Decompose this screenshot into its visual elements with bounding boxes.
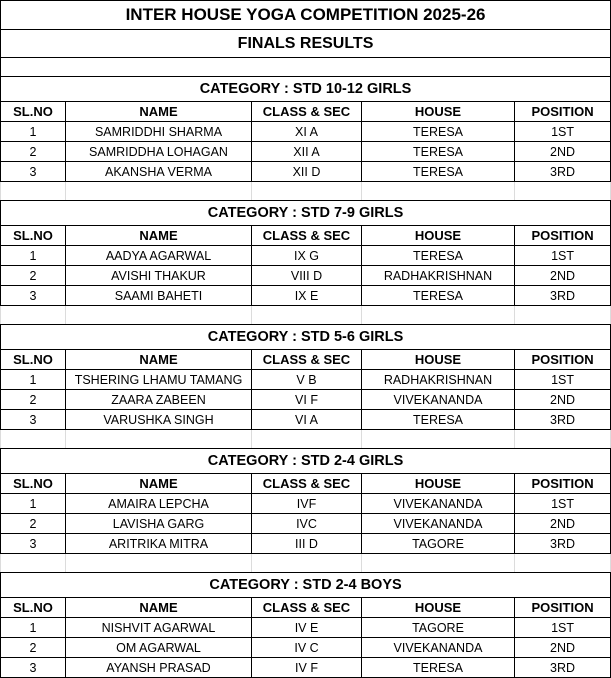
table-row bbox=[1, 122, 611, 142]
category-title: CATEGORY : STD 2-4 BOYS bbox=[1, 573, 611, 598]
cell-class-sec: IX E bbox=[252, 286, 362, 306]
column-header-position: POSITION bbox=[515, 226, 611, 246]
category-row bbox=[1, 325, 611, 350]
spacer-cell bbox=[515, 430, 611, 449]
column-header-house: HOUSE bbox=[362, 102, 515, 122]
cell-house: VIVEKANANDA bbox=[362, 638, 515, 658]
cell-house: TAGORE bbox=[362, 534, 515, 554]
column-header-row bbox=[1, 226, 611, 246]
cell-position: 1ST bbox=[515, 246, 611, 266]
table-row bbox=[1, 370, 611, 390]
cell-sl-no: 1 bbox=[1, 246, 66, 266]
category-title: CATEGORY : STD 2-4 GIRLS bbox=[1, 449, 611, 474]
cell-house: TERESA bbox=[362, 658, 515, 678]
cell-name: SAAMI BAHETI bbox=[66, 286, 252, 306]
column-header-name: NAME bbox=[66, 474, 252, 494]
page-title: INTER HOUSE YOGA COMPETITION 2025-26 bbox=[1, 1, 611, 30]
cell-class-sec: VI A bbox=[252, 410, 362, 430]
cell-sl-no: 1 bbox=[1, 618, 66, 638]
cell-position: 3RD bbox=[515, 162, 611, 182]
cell-house: VIVEKANANDA bbox=[362, 514, 515, 534]
cell-name: AKANSHA VERMA bbox=[66, 162, 252, 182]
cell-sl-no: 3 bbox=[1, 410, 66, 430]
column-header-name: NAME bbox=[66, 226, 252, 246]
column-header-row bbox=[1, 102, 611, 122]
table-row bbox=[1, 266, 611, 286]
cell-name: LAVISHA GARG bbox=[66, 514, 252, 534]
column-header-house: HOUSE bbox=[362, 350, 515, 370]
spacer-cell bbox=[1, 430, 66, 449]
cell-sl-no: 1 bbox=[1, 370, 66, 390]
cell-house: TERESA bbox=[362, 286, 515, 306]
blank-cell bbox=[1, 58, 611, 77]
category-title: CATEGORY : STD 5-6 GIRLS bbox=[1, 325, 611, 350]
column-header-class-sec: CLASS & SEC bbox=[252, 474, 362, 494]
cell-position: 2ND bbox=[515, 142, 611, 162]
column-header-name: NAME bbox=[66, 102, 252, 122]
table-row bbox=[1, 494, 611, 514]
cell-position: 2ND bbox=[515, 514, 611, 534]
cell-sl-no: 2 bbox=[1, 638, 66, 658]
column-header-sl-no: SL.NO bbox=[1, 350, 66, 370]
column-header-house: HOUSE bbox=[362, 226, 515, 246]
cell-class-sec: XII A bbox=[252, 142, 362, 162]
cell-sl-no: 3 bbox=[1, 534, 66, 554]
cell-position: 3RD bbox=[515, 658, 611, 678]
column-header-sl-no: SL.NO bbox=[1, 474, 66, 494]
cell-sl-no: 3 bbox=[1, 286, 66, 306]
table-row bbox=[1, 246, 611, 266]
table-row bbox=[1, 390, 611, 410]
spacer-cell bbox=[252, 306, 362, 325]
spacer-cell bbox=[1, 182, 66, 201]
spacer-cell bbox=[252, 554, 362, 573]
title-row bbox=[1, 1, 611, 30]
cell-house: TERESA bbox=[362, 142, 515, 162]
cell-house: VIVEKANANDA bbox=[362, 494, 515, 514]
column-header-name: NAME bbox=[66, 350, 252, 370]
cell-house: VIVEKANANDA bbox=[362, 390, 515, 410]
cell-house: TERESA bbox=[362, 122, 515, 142]
cell-class-sec: XI A bbox=[252, 122, 362, 142]
cell-name: AADYA AGARWAL bbox=[66, 246, 252, 266]
table-row bbox=[1, 142, 611, 162]
column-header-name: NAME bbox=[66, 598, 252, 618]
category-row bbox=[1, 77, 611, 102]
spacer-cell bbox=[66, 430, 252, 449]
cell-sl-no: 1 bbox=[1, 494, 66, 514]
cell-sl-no: 3 bbox=[1, 162, 66, 182]
cell-name: SAMRIDDHA LOHAGAN bbox=[66, 142, 252, 162]
cell-class-sec: IX G bbox=[252, 246, 362, 266]
cell-class-sec: IV C bbox=[252, 638, 362, 658]
column-header-row bbox=[1, 350, 611, 370]
cell-class-sec: IVF bbox=[252, 494, 362, 514]
table-row bbox=[1, 618, 611, 638]
table-row bbox=[1, 410, 611, 430]
cell-name: NISHVIT AGARWAL bbox=[66, 618, 252, 638]
column-header-position: POSITION bbox=[515, 598, 611, 618]
cell-sl-no: 2 bbox=[1, 390, 66, 410]
table-row bbox=[1, 534, 611, 554]
spacer-cell bbox=[1, 306, 66, 325]
spacer-cell bbox=[515, 306, 611, 325]
cell-house: TAGORE bbox=[362, 618, 515, 638]
cell-class-sec: IVC bbox=[252, 514, 362, 534]
cell-name: TSHERING LHAMU TAMANG bbox=[66, 370, 252, 390]
category-title: CATEGORY : STD 7-9 GIRLS bbox=[1, 201, 611, 226]
spacer-cell bbox=[1, 554, 66, 573]
cell-house: TERESA bbox=[362, 410, 515, 430]
cell-name: ARITRIKA MITRA bbox=[66, 534, 252, 554]
cell-name: OM AGARWAL bbox=[66, 638, 252, 658]
table-row bbox=[1, 658, 611, 678]
cell-house: RADHAKRISHNAN bbox=[362, 266, 515, 286]
spacer-row bbox=[1, 554, 611, 573]
column-header-house: HOUSE bbox=[362, 474, 515, 494]
column-header-class-sec: CLASS & SEC bbox=[252, 102, 362, 122]
spacer-cell bbox=[252, 430, 362, 449]
cell-class-sec: XII D bbox=[252, 162, 362, 182]
cell-name: AVISHI THAKUR bbox=[66, 266, 252, 286]
cell-sl-no: 3 bbox=[1, 658, 66, 678]
cell-name: AYANSH PRASAD bbox=[66, 658, 252, 678]
spacer-row bbox=[1, 430, 611, 449]
cell-position: 1ST bbox=[515, 618, 611, 638]
cell-class-sec: IV E bbox=[252, 618, 362, 638]
column-header-house: HOUSE bbox=[362, 598, 515, 618]
blank-row bbox=[1, 58, 611, 77]
subtitle-row bbox=[1, 30, 611, 58]
column-header-position: POSITION bbox=[515, 102, 611, 122]
column-header-class-sec: CLASS & SEC bbox=[252, 226, 362, 246]
spacer-cell bbox=[66, 182, 252, 201]
cell-position: 2ND bbox=[515, 638, 611, 658]
cell-house: RADHAKRISHNAN bbox=[362, 370, 515, 390]
category-row bbox=[1, 573, 611, 598]
table-row bbox=[1, 514, 611, 534]
cell-name: ZAARA ZABEEN bbox=[66, 390, 252, 410]
cell-position: 3RD bbox=[515, 534, 611, 554]
cell-house: TERESA bbox=[362, 162, 515, 182]
column-header-row bbox=[1, 474, 611, 494]
cell-class-sec: VI F bbox=[252, 390, 362, 410]
cell-class-sec: IV F bbox=[252, 658, 362, 678]
cell-name: VARUSHKA SINGH bbox=[66, 410, 252, 430]
cell-position: 2ND bbox=[515, 266, 611, 286]
cell-position: 2ND bbox=[515, 390, 611, 410]
spacer-cell bbox=[66, 306, 252, 325]
spacer-cell bbox=[515, 182, 611, 201]
column-header-class-sec: CLASS & SEC bbox=[252, 350, 362, 370]
category-title: CATEGORY : STD 10-12 GIRLS bbox=[1, 77, 611, 102]
column-header-position: POSITION bbox=[515, 350, 611, 370]
spacer-cell bbox=[252, 182, 362, 201]
column-header-position: POSITION bbox=[515, 474, 611, 494]
table-row bbox=[1, 162, 611, 182]
cell-class-sec: V B bbox=[252, 370, 362, 390]
cell-name: SAMRIDDHI SHARMA bbox=[66, 122, 252, 142]
spacer-row bbox=[1, 182, 611, 201]
cell-class-sec: VIII D bbox=[252, 266, 362, 286]
cell-name: AMAIRA LEPCHA bbox=[66, 494, 252, 514]
spacer-cell bbox=[362, 430, 515, 449]
cell-position: 1ST bbox=[515, 370, 611, 390]
cell-position: 1ST bbox=[515, 122, 611, 142]
column-header-sl-no: SL.NO bbox=[1, 226, 66, 246]
cell-position: 3RD bbox=[515, 286, 611, 306]
category-row bbox=[1, 449, 611, 474]
spacer-cell bbox=[515, 554, 611, 573]
cell-position: 3RD bbox=[515, 410, 611, 430]
column-header-class-sec: CLASS & SEC bbox=[252, 598, 362, 618]
column-header-sl-no: SL.NO bbox=[1, 598, 66, 618]
category-row bbox=[1, 201, 611, 226]
cell-sl-no: 2 bbox=[1, 142, 66, 162]
table-row bbox=[1, 638, 611, 658]
cell-position: 1ST bbox=[515, 494, 611, 514]
cell-sl-no: 2 bbox=[1, 514, 66, 534]
cell-sl-no: 1 bbox=[1, 122, 66, 142]
cell-sl-no: 2 bbox=[1, 266, 66, 286]
spacer-cell bbox=[362, 554, 515, 573]
spacer-cell bbox=[362, 306, 515, 325]
cell-class-sec: III D bbox=[252, 534, 362, 554]
spacer-row bbox=[1, 306, 611, 325]
table-row bbox=[1, 286, 611, 306]
page-subtitle: FINALS RESULTS bbox=[1, 30, 611, 58]
spacer-cell bbox=[362, 182, 515, 201]
spacer-cell bbox=[66, 554, 252, 573]
cell-house: TERESA bbox=[362, 246, 515, 266]
column-header-sl-no: SL.NO bbox=[1, 102, 66, 122]
column-header-row bbox=[1, 598, 611, 618]
